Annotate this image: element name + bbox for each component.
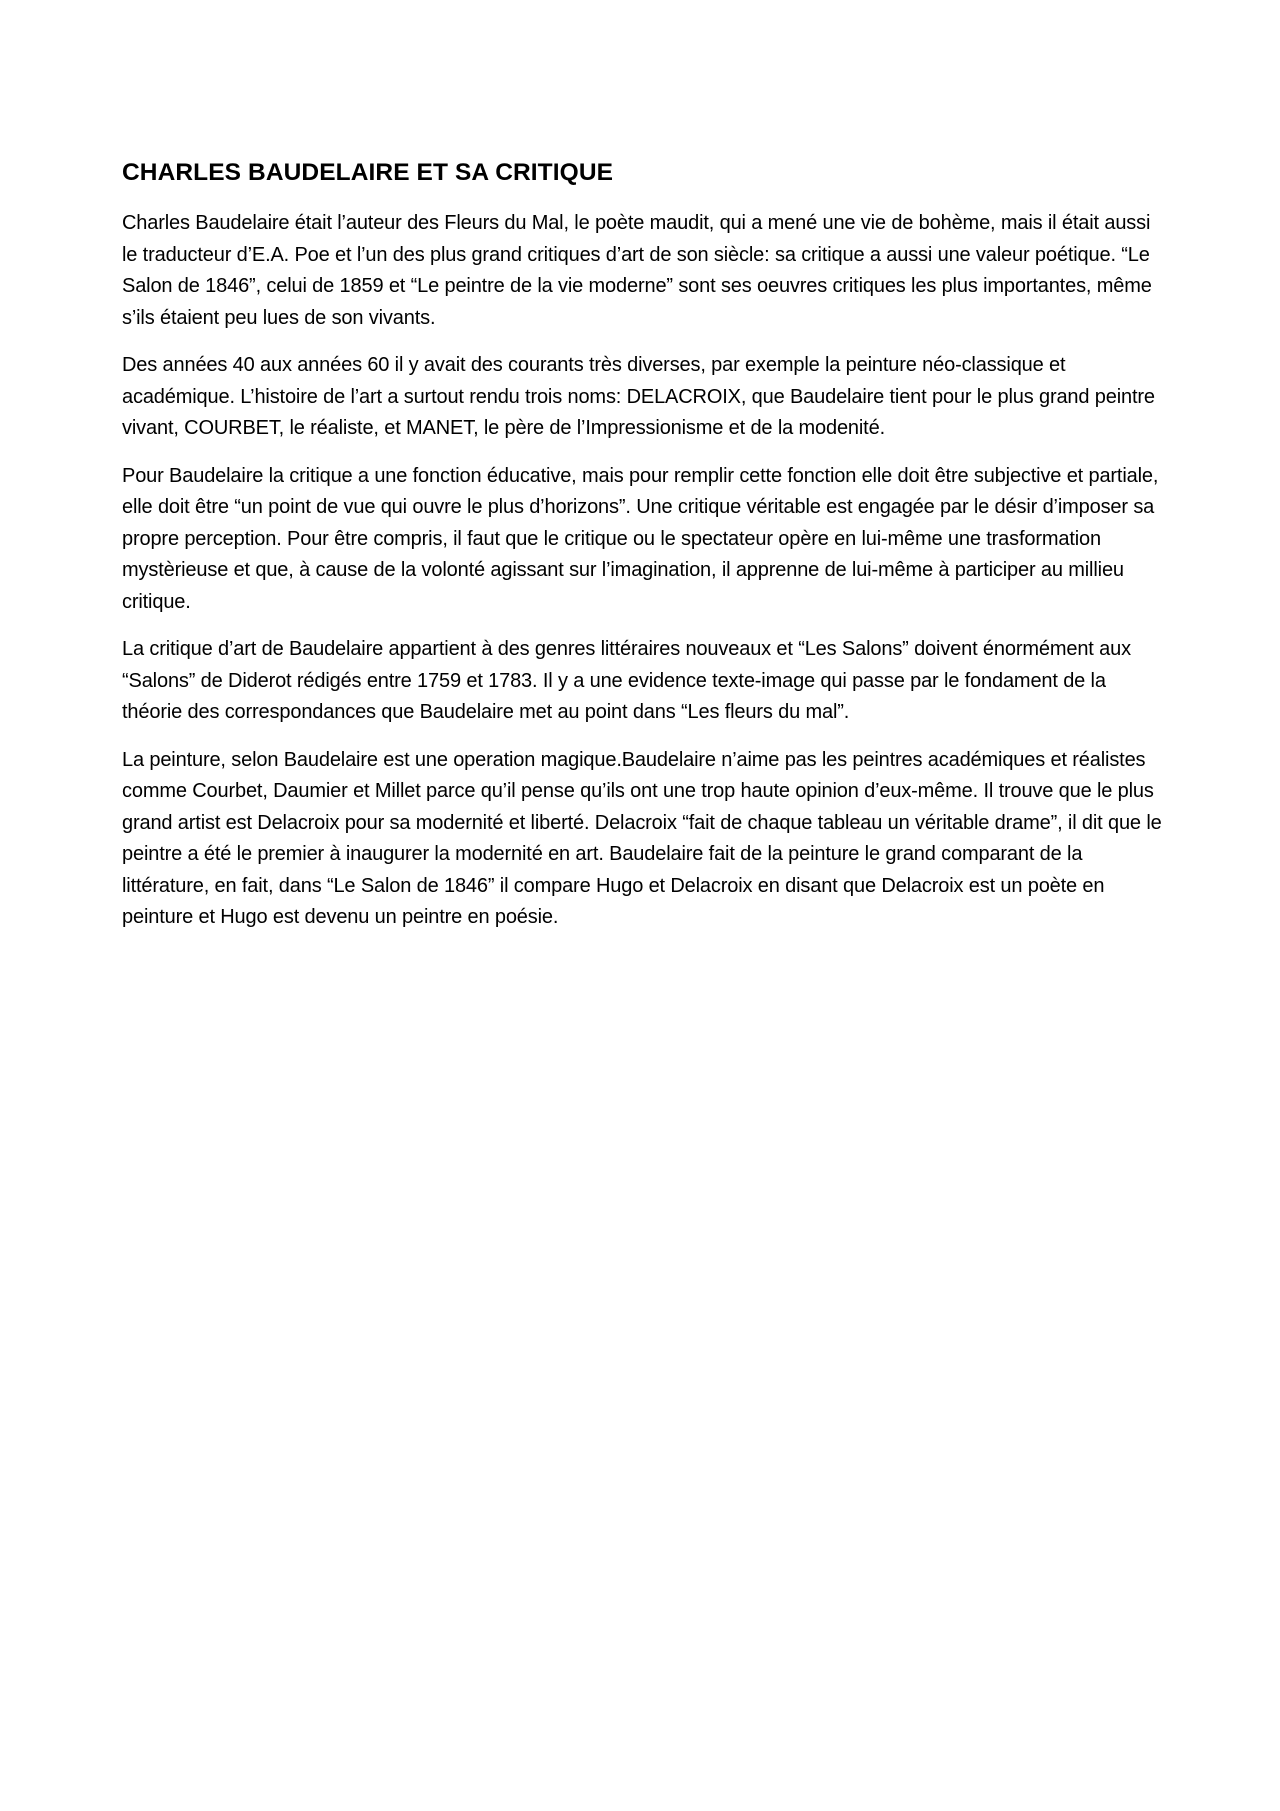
paragraph-1: Charles Baudelaire était l’auteur des Fleurs du Mal, le poète maudit, qui a mené une vie de bohème, mais il était aussi le traducteur d’E.A. Poe et l’un des plus grand critiques d’art de son siècle: sa critique a aussi une valeur poétique. “Le Salon de 1846”, celui de 1859 et “Le peintre de la vie moderne” sont ses oeuvres critiques les plus importantes, même s’ils étaient peu lues de son vivants. <box>122 212 1152 329</box>
document-title: CHARLES BAUDELAIRE ET SA CRITIQUE <box>122 159 614 186</box>
paragraph-5: La peinture, selon Baudelaire est une operation magique.Baudelaire n’aime pas les peintres académiques et réalistes comme Courbet, Daumier et Millet parce qu’il pense qu’ils ont une trop haute opinion d’eux-même. Il trouve que le plus grand artist est Delacroix pour sa modernité et liberté. Delacroix “fait de chaque tableau un véritable drame”, il dit que le peintre a été le premier à inaugurer la modernité en art. Baudelaire fait de la peinture le grand comparant de la littérature, en fait, dans “Le Salon de 1846” il compare Hugo et Delacroix en disant que Delacroix est un poète en peinture et Hugo est devenu un peintre en poésie. <box>122 748 1162 928</box>
paragraph-2: Des années 40 aux années 60 il y avait des courants très diverses, par exemple la peinture néo-classique et académique. L’histoire de l’art a surtout rendu trois noms: DELACROIX, que Baudelaire tient pour le plus grand peintre vivant, COURBET, le réaliste, et MANET, le père de l’Impressionisme et de la modenité. <box>122 354 1155 439</box>
paragraph-4: La critique d’art de Baudelaire appartient à des genres littéraires nouveaux et “Les Salons” doivent énormément aux “Salons” de Diderot rédigés entre 1759 et 1783. Il y a une evidence texte-image qui passe par le fondament de la théorie des correspondances que Baudelaire met au point dans “Les fleurs du mal”. <box>122 638 1131 723</box>
paragraph-3: Pour Baudelaire la critique a une fonction éducative, mais pour remplir cette fonction elle doit être subjective et partiale, elle doit être “un point de vue qui ouvre le plus d’horizons”. Une critique véritable est engagée par le désir d’imposer sa propre perception. Pour être compris, il faut que le critique ou le spectateur opère en lui-même une trasformation mystèrieuse et que, à cause de la volonté agissant sur l’imagination, il apprenne de lui-même à participer au millieu critique. <box>122 464 1159 613</box>
document-body <box>122 155 1168 950</box>
